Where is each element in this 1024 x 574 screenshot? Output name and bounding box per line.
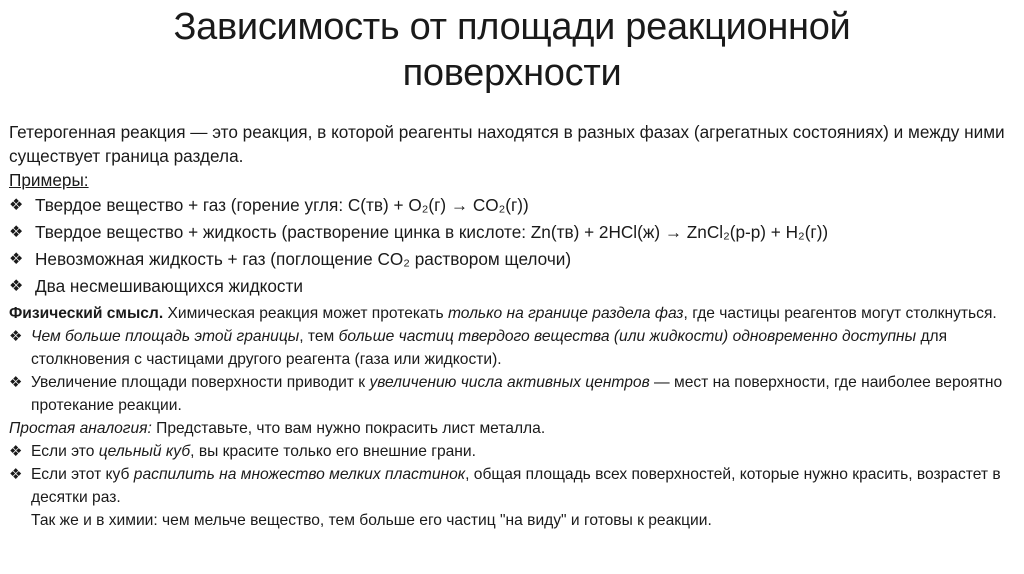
example-text: Два несмешивающихся жидкости [35, 276, 303, 296]
physics-bullet-text [31, 371, 1019, 417]
analogy-bullet-item [9, 463, 1019, 509]
example-item [9, 192, 1019, 219]
analogy-text: Представьте, что вам нужно покрасить лист металла. [151, 420, 546, 437]
emphasis-text: Чем больше площадь этой границы [31, 328, 300, 345]
analogy-bullet-item [9, 440, 1019, 463]
diamond-bullet-icon: ❖ [9, 374, 23, 391]
intro-paragraph: Гетерогенная реакция — это реакция, в которой реагенты находятся в разных фазах (агрегатных состояниях) и между ними существует граница раздела. [9, 122, 1005, 166]
emphasis-text: больше частиц твердого вещества (или жидкости) одновременно доступны [338, 328, 917, 345]
diamond-bullet-icon: ❖ [9, 197, 24, 214]
analogy-label: Простая аналогия: [9, 420, 152, 437]
physics-bullet-item [9, 371, 1019, 417]
analogy-paragraph [9, 417, 1019, 440]
analogy-bullet-text [31, 440, 1019, 463]
emphasis-text: увеличению числа активных центров [369, 374, 650, 391]
explanation-section [9, 302, 1019, 532]
emphasis-text: цельный куб [98, 443, 191, 460]
slide-title-line-2: поверхности [402, 52, 622, 94]
physical-meaning-text-end: , где частицы реагентов могут столкнуться. [683, 305, 997, 322]
example-item [9, 273, 1019, 300]
plain-text: Увеличение площади поверхности приводит к [31, 374, 370, 391]
plain-text: , тем [299, 328, 339, 345]
plain-text: для столкновения с частицами другого реагента (газа или жидкости). [31, 328, 948, 368]
example-text: Невозможная жидкость + газ (поглощение CO₂ раствором щелочи) [35, 249, 572, 269]
slide-title [0, 4, 1024, 96]
plain-text: Если этот куб [31, 466, 134, 483]
physics-bullet-item [9, 325, 1019, 371]
example-item [9, 219, 1019, 246]
plain-text: — мест на поверхности, где наиболее вероятно протекание реакции. [31, 374, 1003, 414]
diamond-bullet-icon: ❖ [9, 224, 24, 241]
diamond-bullet-icon: ❖ [9, 328, 23, 345]
physical-meaning-label: Физический смысл. [9, 305, 164, 322]
example-text: Твердое вещество + жидкость (растворение цинка в кислоте: Zn(тв) + 2HCl(ж) → ZnCl₂(р-р) + H₂(г)) [35, 222, 829, 242]
diamond-bullet-icon: ❖ [9, 466, 23, 483]
example-text: Твердое вещество + газ (горение угля: C(тв) + O₂(г) → CO₂(г)) [35, 195, 529, 215]
plain-text: , вы красите только его внешние грани. [190, 443, 476, 460]
intro-section [9, 120, 1019, 300]
plain-text: Если это [31, 443, 99, 460]
examples-label: Примеры: [9, 170, 89, 190]
physical-meaning-text: Химическая реакция может протекать [163, 305, 448, 322]
diamond-bullet-icon: ❖ [9, 443, 23, 460]
analogy-bullet-text [31, 463, 1019, 509]
emphasis-text: распилить на множество мелких пластинок [133, 466, 466, 483]
physical-meaning-paragraph [9, 302, 1019, 325]
plain-text: , общая площадь всех поверхностей, которые нужно красить, возрастет в десятки раз. [31, 466, 1001, 506]
physical-meaning-emphasis: только на границе раздела фаз [447, 305, 684, 322]
diamond-bullet-icon: ❖ [9, 278, 24, 295]
conclusion-text: Так же и в химии: чем мельче вещество, тем больше его частиц "на виду" и готовы к реакции. [31, 512, 712, 529]
slide-title-line-1: Зависимость от площади реакционной [173, 6, 851, 48]
diamond-bullet-icon: ❖ [9, 251, 24, 268]
example-item [9, 246, 1019, 273]
physics-bullet-text [31, 325, 1019, 371]
